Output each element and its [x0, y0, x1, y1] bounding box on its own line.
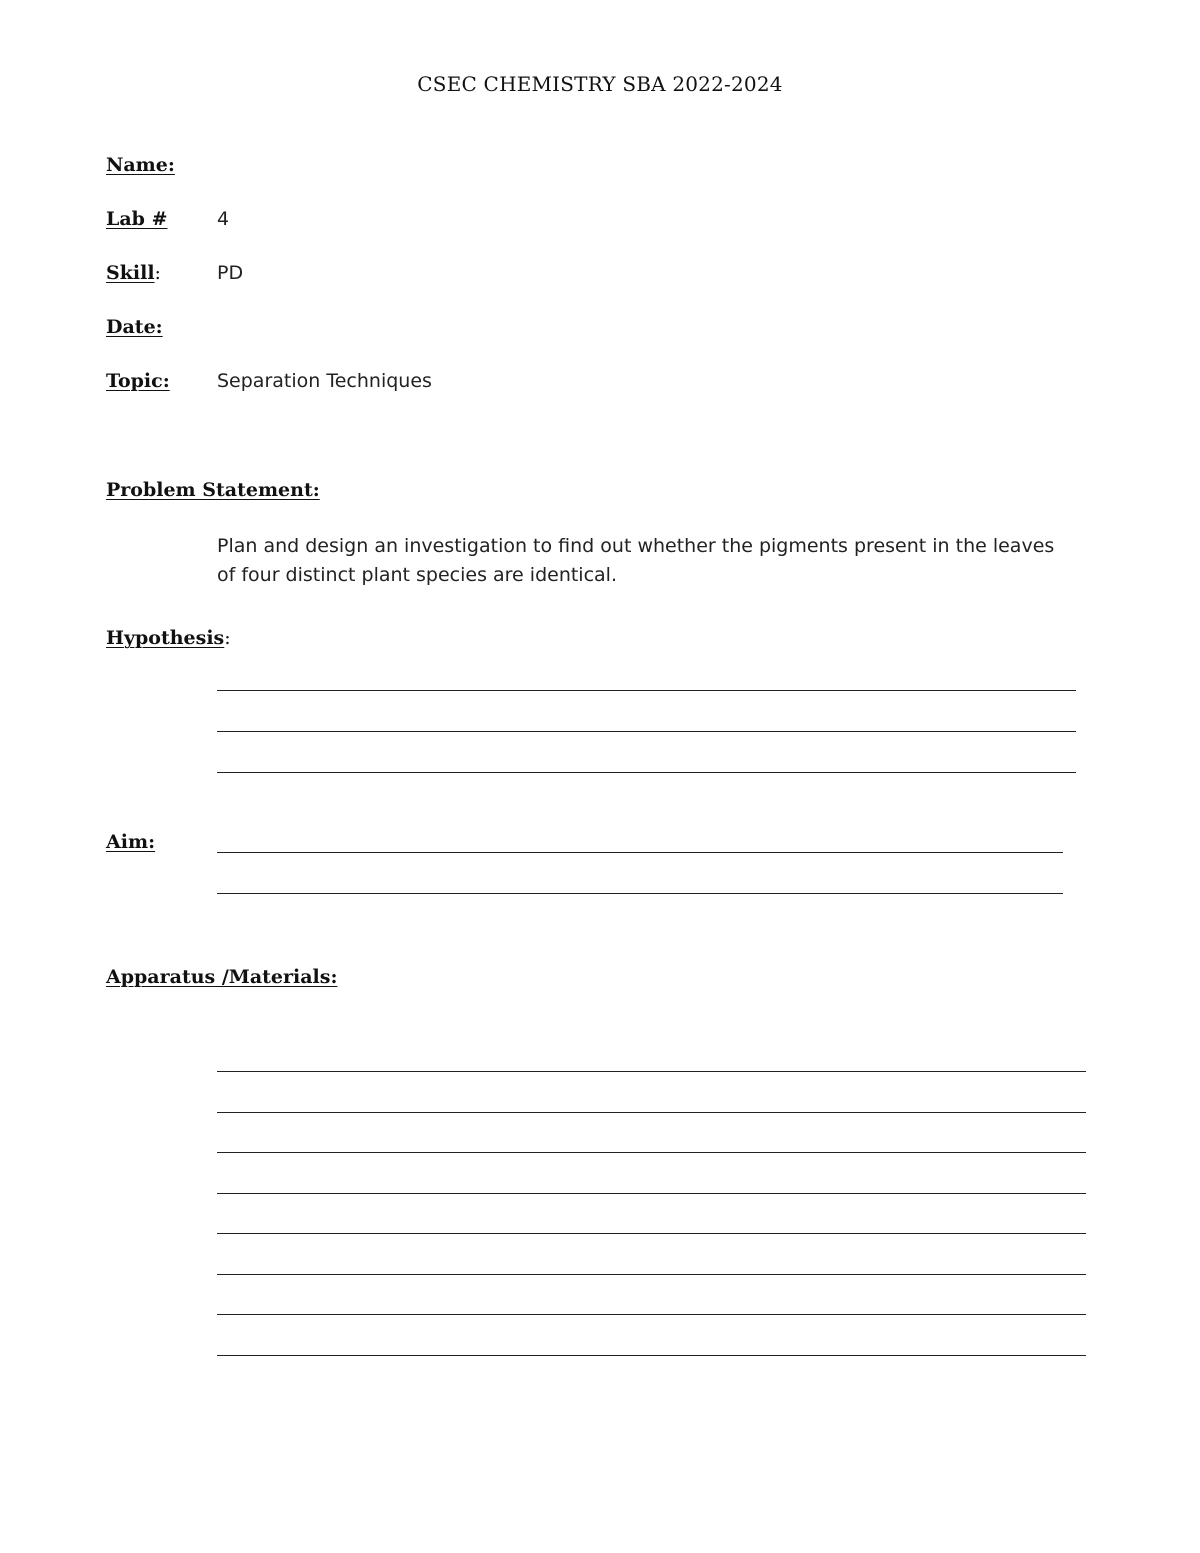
- hypothesis-label-group: [106, 627, 231, 649]
- apparatus-answer-line[interactable]: [217, 1193, 1086, 1194]
- skill-value: PD: [217, 262, 244, 284]
- apparatus-answer-line[interactable]: [217, 1071, 1086, 1072]
- hypothesis-colon: :: [224, 627, 231, 649]
- hypothesis-answer-line[interactable]: [217, 772, 1076, 773]
- hypothesis-answer-line[interactable]: [217, 690, 1076, 691]
- apparatus-answer-line[interactable]: [217, 1112, 1086, 1113]
- lab-number-label: Lab #: [106, 208, 168, 230]
- aim-label: Aim:: [106, 831, 156, 853]
- problem-statement-text: Plan and design an investigation to find out whether the pigments present in the leaves of four distinct plant species are identical.: [217, 535, 1055, 586]
- apparatus-answer-line[interactable]: [217, 1233, 1086, 1234]
- skill-label-group: [106, 262, 161, 284]
- skill-label: Skill: [106, 262, 155, 284]
- apparatus-answer-line[interactable]: [217, 1314, 1086, 1315]
- skill-colon: :: [154, 262, 161, 284]
- problem-statement-label: Problem Statement:: [106, 479, 320, 501]
- aim-answer-line[interactable]: [217, 852, 1063, 853]
- apparatus-materials-label: Apparatus /Materials:: [106, 966, 338, 988]
- document-title: CSEC CHEMISTRY SBA 2022-2024: [417, 72, 783, 96]
- date-label: Date:: [106, 316, 163, 338]
- name-label: Name:: [106, 154, 175, 176]
- hypothesis-label: Hypothesis: [106, 627, 225, 649]
- lab-number-value: 4: [217, 208, 230, 230]
- apparatus-answer-line[interactable]: [217, 1274, 1086, 1275]
- hypothesis-answer-line[interactable]: [217, 731, 1076, 732]
- topic-label: Topic:: [106, 370, 170, 392]
- apparatus-answer-line[interactable]: [217, 1355, 1086, 1356]
- apparatus-answer-line[interactable]: [217, 1152, 1086, 1153]
- topic-value: Separation Techniques: [217, 370, 432, 392]
- aim-answer-line[interactable]: [217, 893, 1063, 894]
